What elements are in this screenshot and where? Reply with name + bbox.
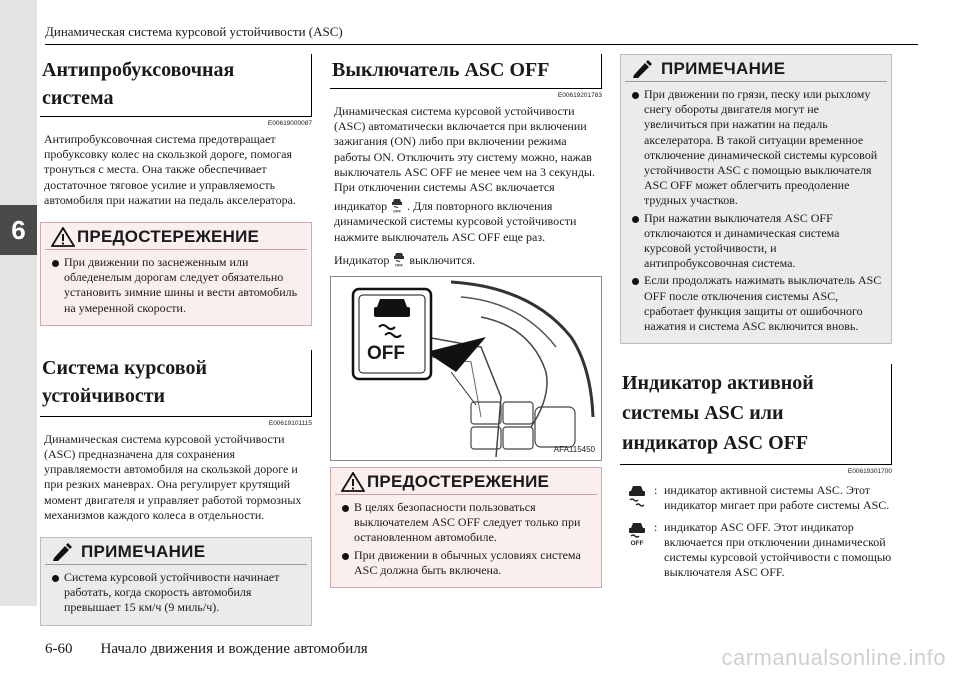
caution-header [45,223,307,250]
abs-text: Антипробуксовочная система предотвращает пробуксовку колес на скользкой дороге, помогая тронуться с места. Она также обеспечивает достаточное тяговое усилие и управляемость автомобиля при нажатии на педаль акселератора. [44,132,296,207]
header-rule [45,44,918,45]
running-title: Динамическая система курсовой устойчивости (ASC) [45,24,343,39]
note-header [625,55,887,82]
caution-item: В целях безопасности пользоваться выключателем ASC OFF следует только при остановленном автомобиле. [341,500,593,546]
indicator-heading: Индикатор активной системы ASC или индикатор ASC OFF [620,364,892,465]
stability-code: E00619101115 [268,419,312,427]
caution-box [40,222,312,326]
chapter-tab: 6 [0,205,37,255]
indicator-row [620,520,892,581]
indicator-colon: : [654,483,658,498]
caution-header [335,468,597,495]
asc-off-indicator-icon [390,197,404,213]
asc-off-indicator-icon [392,251,406,267]
svg-text:OFF: OFF [393,208,402,214]
abs-code: E00619000087 [267,120,312,127]
sidebar-strip [0,0,37,606]
note-title: ПРИМЕЧАНИЕ [81,542,206,562]
pencil-icon [51,542,73,562]
switch-text-2: При отключении системы ASC включается [334,180,555,195]
caution-title: ПРЕДОСТЕРЕЖЕНИЕ [77,227,260,247]
asc-off-indicator-icon [626,520,648,546]
watermark: carmanualsonline.info [721,645,946,670]
column-middle [330,54,602,588]
caution-item: При движении в обычных условиях система ASC должна быть включена. [341,548,593,578]
switch-text-1: Динамическая система курсовой устойчивости (ASC) автоматически включается при включении зажигания (ON) либо при включении режима работы ON. Отключить эту систему можно, нажав выключатель ASC OFF не менее чем на 3 секунды. [334,104,595,179]
caution-item: При движении по заснеженным или обледенелым дорогам следует обязательно установить зимние шины и вести автомобиль на умеренной скорости. [51,255,303,316]
indicator-desc: индикатор ASC OFF. Этот индикатор включается при отключении динамической системы курсовой устойчивости с помощью выключателя ASC OFF. [664,519,892,580]
svg-text:OFF: OFF [630,539,644,546]
off-button-label: OFF [367,343,405,365]
dashboard-drawing [331,277,602,461]
page-number: 6-60 [45,641,73,657]
indicator-code: E00619301700 [847,468,892,476]
note-box [40,537,312,626]
switch-heading: Выключатель ASC OFF [330,54,602,89]
warning-triangle-icon [51,227,75,247]
column-right [620,54,892,586]
chapter-title: Начало движения и вождение автомобиля [100,641,368,657]
column-left [40,54,312,626]
stability-heading: Система курсовой устойчивости [40,350,312,417]
stability-text: Динамическая система курсовой устойчивости (ASC) предназначена для сохранения управляемости автомобиля на скользкой дороге и при резких маневрах. Она регулирует крутящий момент двигателя и управляет работой тормозных механизмов каждого колеса в отдельности. [44,431,302,522]
warning-triangle-icon [341,472,365,492]
switch-text-3: индикатор OFF . Для повторного включения динамической системы курсовой устойчивости нажмите выключатель ASC OFF еще раз. [334,199,577,244]
page-footer [45,641,368,658]
note-item: При движении по грязи, песку или рыхлому снегу обороты двигателя могут не увеличиться при нажатии на педаль акселератора. В такой ситуации временное отключение динамической системы курсовой устойчивости ASC с помощью выключателя ASC OFF может облегчить преодоление трудных участков. [631,87,883,209]
note-box [620,54,892,344]
note-title: ПРИМЕЧАНИЕ [661,59,786,78]
asc-off-switch-illustration [330,276,602,461]
caution-title: ПРЕДОСТЕРЕЖЕНИЕ [367,472,550,492]
abs-heading: Антипробуксовочная система [40,54,312,117]
note-header [45,538,307,565]
switch-text-4: Индикатор OFF выключится. [334,252,476,267]
caution-box [330,467,602,588]
indicator-row [620,483,892,513]
svg-text:OFF: OFF [395,262,404,267]
figure-code: AFA115450 [553,445,595,455]
asc-active-indicator-icon [626,483,648,509]
switch-code: E00619201783 [557,92,602,99]
note-item: Если продолжать нажимать выключатель ASC OFF после отключения системы ASC, сработает функция защиты от ошибочного нажатия и система ASC включится вновь. [631,273,883,334]
note-item: При нажатии выключателя ASC OFF отключаются и динамическая система курсовой устойчивости, и антипробуксовочная система. [631,211,883,272]
note-item: Система курсовой устойчивости начинает работать, когда скорость автомобиля превышает 15 км/ч (9 миль/ч). [51,570,303,616]
pencil-icon [631,59,653,79]
indicator-colon: : [654,519,658,534]
indicator-desc: индикатор активной системы ASC. Этот индикатор мигает при работе системы ASC. [664,483,890,513]
